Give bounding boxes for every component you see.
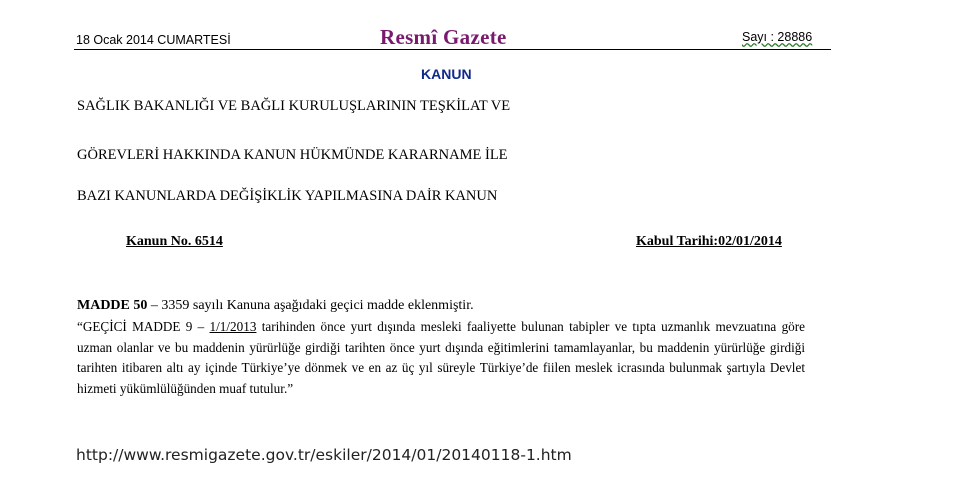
acceptance-date: Kabul Tarihi:02/01/2014 (636, 234, 782, 249)
law-number: Kanun No. 6514 (126, 234, 223, 249)
article-heading (77, 298, 474, 314)
law-title-line-1: SAĞLIK BAKANLIĞI VE BAĞLI KURULUŞLARININ TEŞKİLAT VE (77, 98, 511, 114)
law-title-line-3: BAZI KANUNLARDA DEĞİŞİKLİK YAPILMASINA DAİR KANUN (77, 188, 498, 204)
temporary-article-prefix: “GEÇİCİ MADDE 9 – (77, 319, 210, 334)
reference-date: 1/1/2013 (209, 319, 257, 334)
issue-number: Sayı : 28886 (742, 30, 813, 44)
section-label: KANUN (421, 66, 472, 82)
article-intro: – 3359 sayılı Kanuna aşağıdaki geçici madde eklenmiştir. (147, 298, 474, 313)
gazette-date: 18 Ocak 2014 CUMARTESİ (76, 33, 231, 47)
article-body: tarihinden önce yurt dışında mesleki faaliyette bulunan tabipler ve tıpta uzmanlık mevzuatına göre uzman olanlar ve bu maddenin yürürlüğe girdiği tarihten önce yurt dışında eğitimlerini tamamlayanlar, bu maddenin yürürlüğe girdiği tarihten itibaren altı ay içinde Türkiye’ye dönmek ve en az üç yıl süreyle Türkiye’de fiilen meslek icrasında bulunmak şartıyla Devlet hizmeti yükümlülüğünden muaf tutulur.” (77, 319, 805, 396)
article-paragraph (77, 317, 805, 399)
law-title-line-2: GÖREVLERİ HAKKINDA KANUN HÜKMÜNDE KARARNAME İLE (77, 147, 508, 163)
gazette-title: Resmî Gazete (380, 25, 507, 49)
article-label: MADDE 50 (77, 298, 148, 313)
source-url[interactable]: http://www.resmigazete.gov.tr/eskiler/2014/01/20140118-1.htm (76, 446, 572, 464)
header-divider (74, 49, 831, 50)
